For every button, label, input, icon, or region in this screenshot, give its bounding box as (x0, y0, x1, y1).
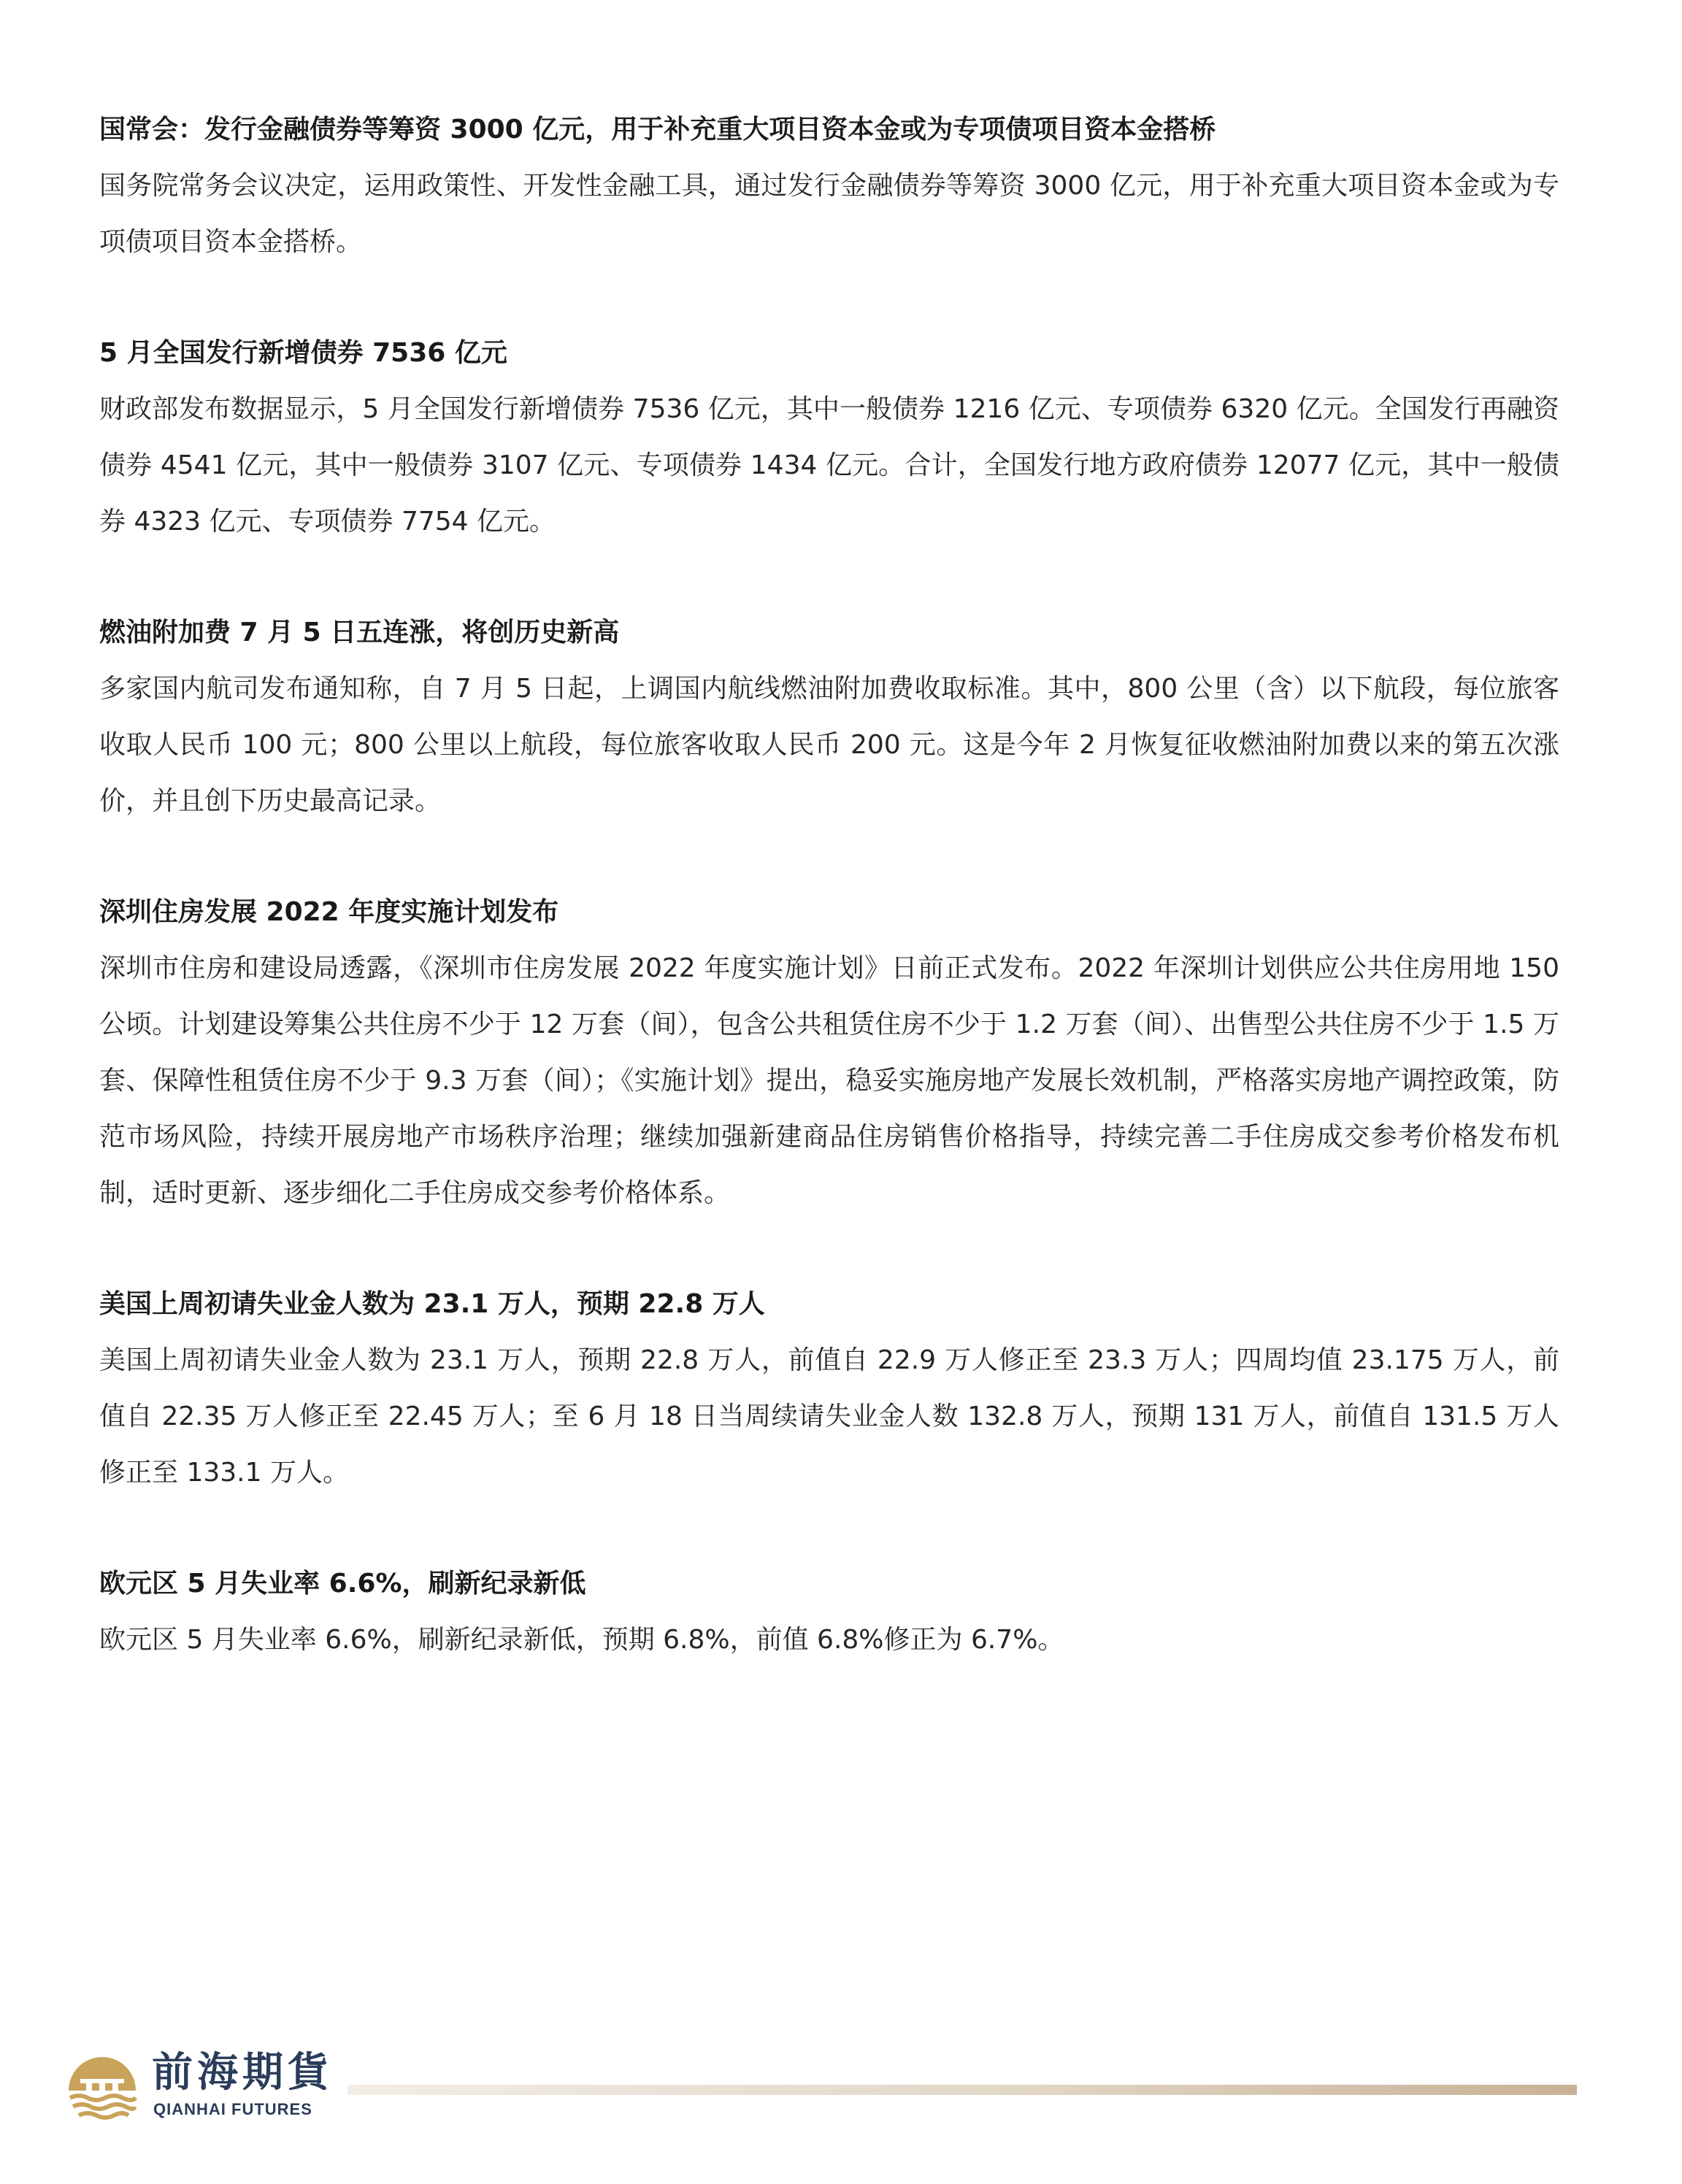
page-footer (63, 2047, 1581, 2127)
footer-divider (347, 2085, 1577, 2095)
section-body: 美国上周初请失业金人数为 23.1 万人，预期 22.8 万人，前值自 22.9 万人修正至 23.3 万人；四周均值 23.175 万人，前值自 22.35 万人修正至 22.45 万人；至 6 月 18 日当周续请失业金人数 132.8 万人，预期 131 万人，前值自 131.5 万人修正至 133.1 万人。 (99, 1345, 1559, 1488)
section-title: 燃油附加费 7 月 5 日五连涨，将创历史新高 (99, 618, 620, 647)
news-section-4 (99, 885, 1559, 1221)
section-title: 深圳住房发展 2022 年度实施计划发布 (99, 897, 559, 927)
section-title: 欧元区 5 月失业率 6.6%，刷新纪录新低 (99, 1569, 586, 1599)
section-title: 美国上周初请失业金人数为 23.1 万人，预期 22.8 万人 (99, 1289, 765, 1319)
section-body: 财政部发布数据显示，5 月全国发行新增债券 7536 亿元，其中一般债券 1216 亿元、专项债券 6320 亿元。全国发行再融资债券 4541 亿元，其中一般债券 3107 亿元、专项债券 1434 亿元。合计，全国发行地方政府债券 12077 亿元，其中一般债券 4323 亿元、专项债券 7754 亿元。 (99, 394, 1559, 537)
section-body: 多家国内航司发布通知称，自 7 月 5 日起，上调国内航线燃油附加费收取标准。其中，800 公里（含）以下航段，每位旅客收取人民币 100 元；800 公里以上航段，每位旅客收取人民币 200 元。这是今年 2 月恢复征收燃油附加费以来的第五次涨价，并且创下历史最高记录。 (99, 674, 1559, 816)
news-content (99, 102, 1559, 1723)
news-section-6 (99, 1556, 1559, 1668)
logo-english-name: QIANHAI FUTURES (153, 2100, 312, 2118)
qianhai-logo-icon (63, 2047, 142, 2126)
logo-chinese-name: 前海期貨 (152, 2048, 333, 2096)
section-title: 5 月全国发行新增债券 7536 亿元 (99, 338, 507, 368)
news-section-2 (99, 326, 1559, 550)
news-section-5 (99, 1277, 1559, 1501)
news-section-1 (99, 102, 1559, 270)
section-title: 国常会：发行金融债券等筹资 3000 亿元，用于补充重大项目资本金或为专项债项目资本金搭桥 (99, 115, 1216, 145)
section-body: 深圳市住房和建设局透露，《深圳市住房发展 2022 年度实施计划》日前正式发布。2022 年深圳计划供应公共住房用地 150 公顷。计划建设筹集公共住房不少于 12 万套（间），包含公共租赁住房不少于 1.2 万套（间）、出售型公共住房不少于 1.5 万套、保障性租赁住房不少于 9.3 万套（间）；《实施计划》提出，稳妥实施房地产发展长效机制，严格落实房地产调控政策，防范市场风险，持续开展房地产市场秩序治理；继续加强新建商品住房销售价格指导，持续完善二手住房成交参考价格发布机制，适时更新、逐步细化二手住房成交参考价格体系。 (99, 953, 1559, 1208)
section-body: 国务院常务会议决定，运用政策性、开发性金融工具，通过发行金融债券等筹资 3000 亿元，用于补充重大项目资本金或为专项债项目资本金搭桥。 (99, 171, 1559, 257)
news-section-3 (99, 605, 1559, 829)
section-body: 欧元区 5 月失业率 6.6%，刷新纪录新低，预期 6.8%，前值 6.8%修正为 6.7%。 (99, 1625, 1064, 1655)
